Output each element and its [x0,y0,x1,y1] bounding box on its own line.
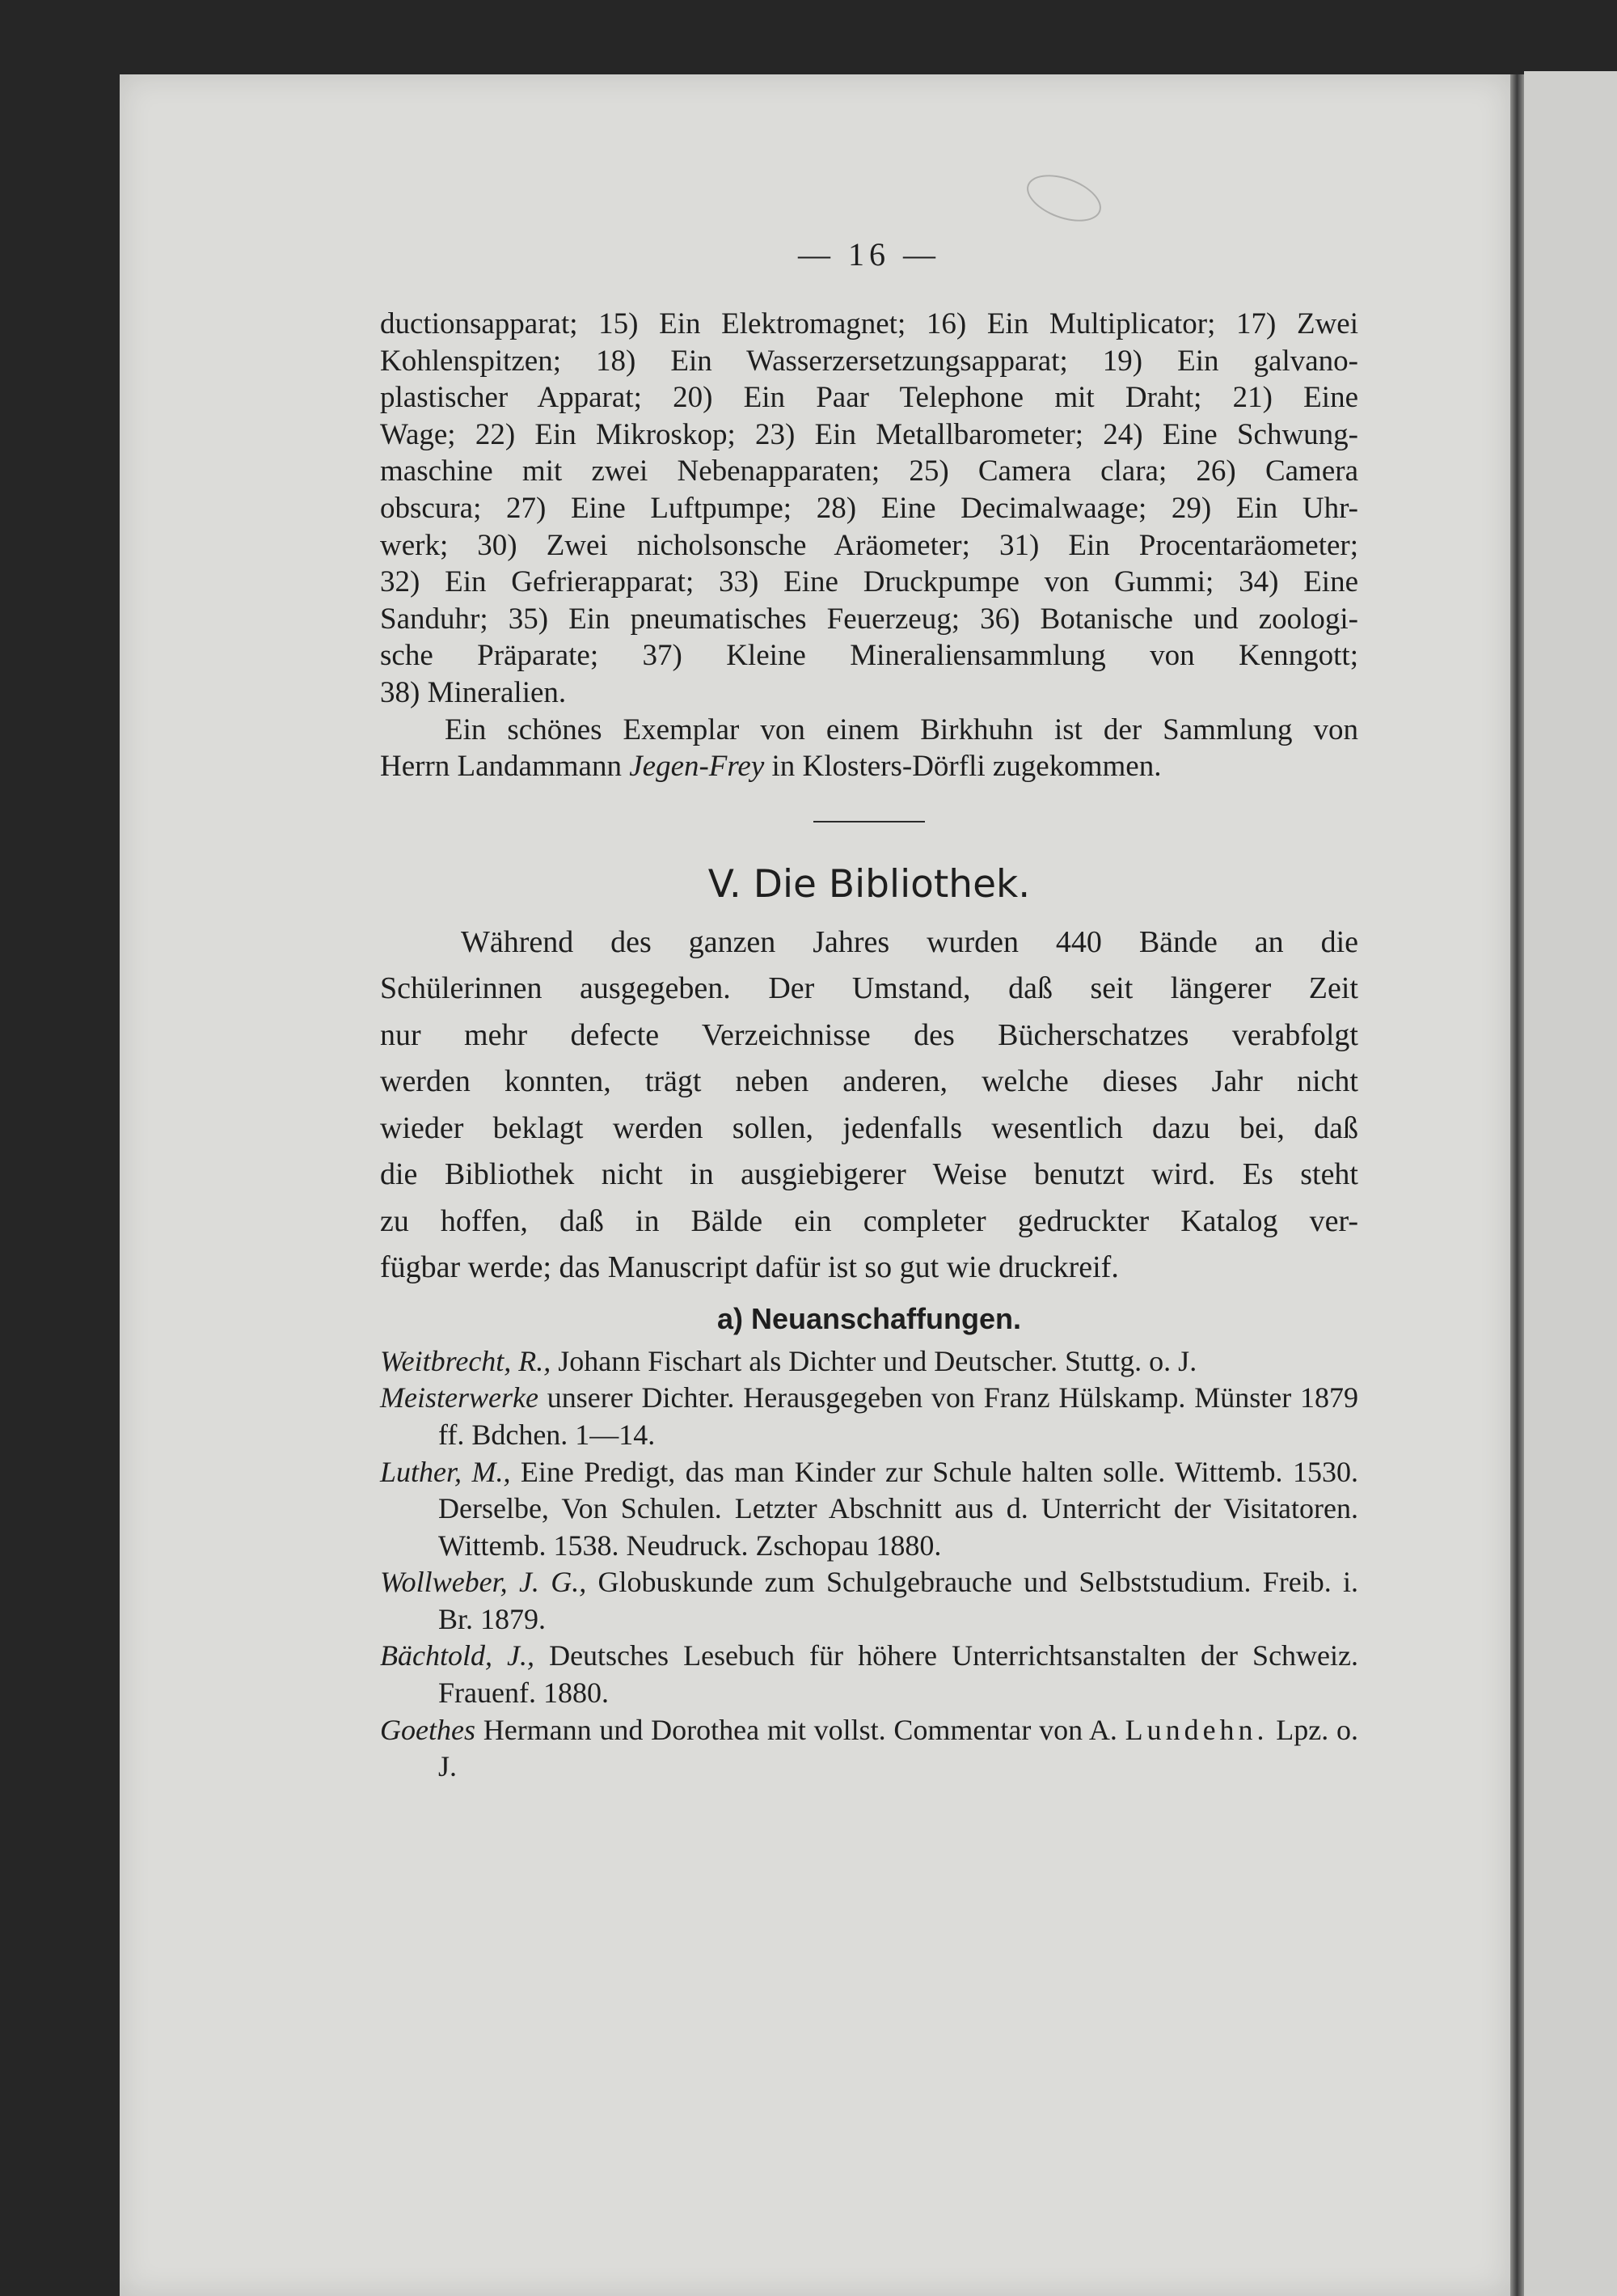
body-line: Während des ganzen Jahres wurden 440 Bände an die [461,924,1358,959]
next-page-edge [1524,71,1617,2296]
page-number: — 16 — [798,236,940,273]
note-text: Herrn Landammann [380,750,630,784]
page-gutter [1510,74,1524,2296]
list-line: Kohlenspitzen; 18) Ein Wasserzersetzungsapparat; 19) Ein galvano- [380,344,1358,378]
list-line: Sanduhr; 35) Ein pneumatisches Feuerzeug; 36) Botanische und zoologi- [380,602,1358,636]
body-line: die Bibliothek nicht in ausgiebigerer Weise benutzt wird. Es steht [380,1157,1358,1192]
section-body [380,920,1358,1292]
entry-author: Luther, M., [380,1455,511,1488]
editor-name: Lundehn. [1125,1713,1269,1746]
entry-author: Meisterwerke [380,1381,538,1414]
body-line: zu hoffen, daß in Bälde ein completer gedruckter Katalog ver- [380,1203,1358,1238]
entry-author: Wollweber, J. G., [380,1566,587,1599]
note-line: Ein schönes Exemplar von einem Birkhuhn ist der Sammlung von [445,712,1358,746]
body-line: Schülerinnen ausgegeben. Der Umstand, daß seit längerer Zeit [380,971,1358,1006]
list-line: maschine mit zwei Nebenapparaten; 25) Camera clara; 26) Camera [380,455,1358,488]
section-title: V. Die Bibliothek. [707,861,1031,907]
entry-text: Deutsches Lesebuch für höhere Unterrichtsanstalten der Schweiz. Frauenf. 1880. [438,1639,1359,1710]
acquisition-entry [380,1343,1358,1381]
entry-text: Johann Fischart als Dichter und Deutscher. Stuttg. o. J. [551,1344,1197,1377]
pencil-mark [1020,166,1107,230]
list-line: werk; 30) Zwei nicholsonsche Aräometer; 31) Ein Procentaräometer; [380,528,1358,562]
body-line: nur mehr defecte Verzeichnisse des Bücherschatzes verabfolgt [380,1017,1358,1052]
entry-text: Eine Predigt, das man Kinder zur Schule halten solle. Wittemb. 1530. Derselbe, Von Schulen. Letzter Abschnitt aus d. Unterricht der Visitatoren. Wittemb. 1538. Neudruck. Zschopau 1880. [438,1455,1358,1562]
entry-text: Hermann und Dorothea mit vollst. Commentar von A. [475,1713,1125,1746]
subsection-title: a) Neuanschaffungen. [716,1301,1022,1335]
list-line: plastischer Apparat; 20) Ein Paar Telephone mit Draht; 21) Eine [380,381,1358,415]
acquisition-entry [380,1454,1358,1565]
acquisition-entry [380,1380,1358,1453]
acquisition-entry [380,1564,1358,1638]
entry-author: Goethes [380,1713,475,1746]
list-last-line: 38) Mineralien. [380,675,567,709]
acquisition-entry [380,1638,1358,1711]
note-text: in Klosters-Dörfli zugekommen. [764,750,1162,784]
page-content [380,235,1358,1786]
entry-author: Bächtold, J., [380,1639,535,1672]
body-line: wieder beklagt werden sollen, jedenfalls wesentlich dazu bei, daß [380,1110,1358,1145]
body-line: werden konnten, trägt neben anderen, welche dieses Jahr nicht [380,1064,1358,1099]
entry-author: Weitbrecht, R., [380,1344,551,1377]
acquisitions-list [380,1343,1358,1786]
instrument-list [380,306,1358,712]
entry-text: unserer Dichter. Herausgegeben von Franz Hülskamp. Münster 1879 ff. Bdchen. 1—14. [438,1381,1358,1451]
list-line: obscura; 27) Eine Luftpumpe; 28) Eine Decimalwaage; 29) Ein Uhr- [380,491,1358,525]
entry-text: Globuskunde zum Schulgebrauche und Selbststudium. Freib. i. Br. 1879. [438,1566,1358,1635]
collection-note [380,712,1358,785]
body-last-line: fügbar werde; das Manuscript dafür ist so gut wie druckreif. [380,1250,1119,1285]
list-line: sche Präparate; 37) Kleine Mineraliensammlung von Kenngott; [380,639,1358,673]
section-divider [813,821,925,822]
list-line: ductionsapparat; 15) Ein Elektromagnet; 16) Ein Multiplicator; 17) Zwei [380,307,1358,340]
note-line [380,748,1358,785]
acquisition-entry [380,1712,1358,1786]
list-line: Wage; 22) Ein Mikroskop; 23) Ein Metallbarometer; 24) Eine Schwung- [380,417,1358,451]
donor-name: Jegen-Frey [629,750,765,784]
entry-text: Lpz. o. J. [438,1713,1359,1783]
list-line: 32) Ein Gefrierapparat; 33) Eine Druckpumpe von Gummi; 34) Eine [380,565,1358,599]
